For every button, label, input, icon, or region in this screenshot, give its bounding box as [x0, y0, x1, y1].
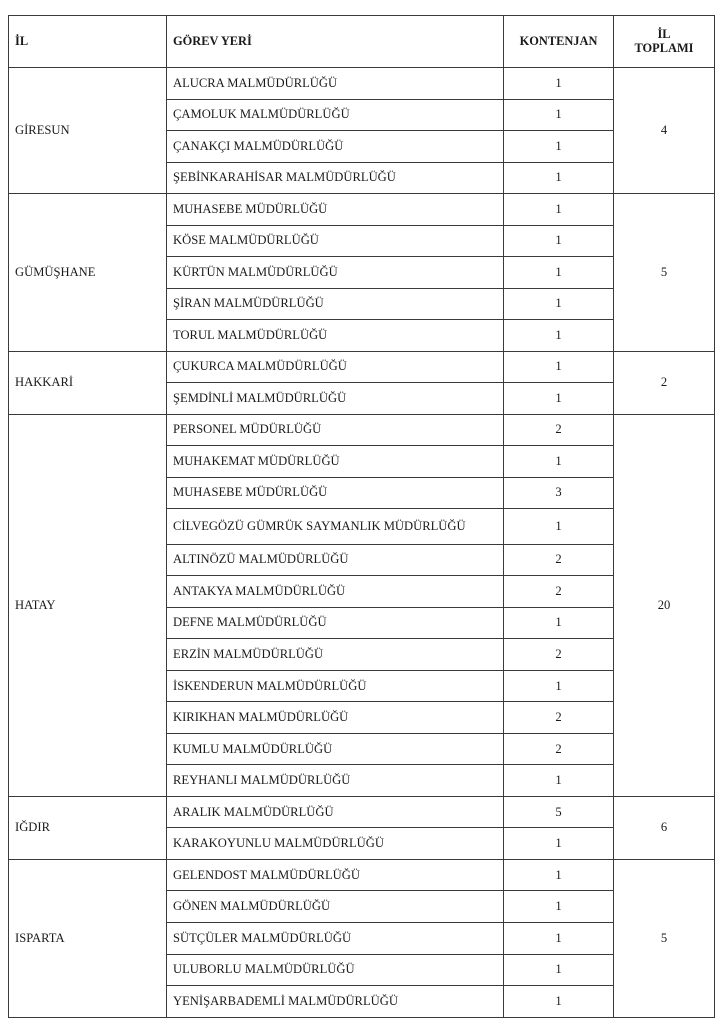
office-name: KARAKOYUNLU MALMÜDÜRLÜĞÜ [167, 828, 504, 860]
office-name: GÖNEN MALMÜDÜRLÜĞÜ [167, 891, 504, 923]
office-quota: 2 [504, 544, 614, 576]
office-name: İSKENDERUN MALMÜDÜRLÜĞÜ [167, 670, 504, 702]
office-quota: 1 [504, 446, 614, 478]
office-name: KUMLU MALMÜDÜRLÜĞÜ [167, 733, 504, 765]
office-name: SÜTÇÜLER MALMÜDÜRLÜĞÜ [167, 923, 504, 955]
office-quota: 2 [504, 576, 614, 608]
province-name: HATAY [9, 414, 167, 796]
office-name: MUHASEBE MÜDÜRLÜĞÜ [167, 194, 504, 226]
office-quota: 1 [504, 225, 614, 257]
office-quota: 1 [504, 986, 614, 1018]
quota-table [8, 15, 715, 1018]
province-name: GÜMÜŞHANE [9, 194, 167, 352]
office-quota: 1 [504, 131, 614, 163]
office-quota: 1 [504, 68, 614, 100]
province-name: HAKKARİ [9, 351, 167, 414]
office-name: TORUL MALMÜDÜRLÜĞÜ [167, 320, 504, 352]
province-name: GİRESUN [9, 68, 167, 194]
office-quota: 1 [504, 828, 614, 860]
province-total: 5 [614, 859, 715, 1017]
office-quota: 1 [504, 954, 614, 986]
office-name: ŞEBİNKARAHİSAR MALMÜDÜRLÜĞÜ [167, 162, 504, 194]
province-total: 2 [614, 351, 715, 414]
office-quota: 1 [504, 320, 614, 352]
office-name: REYHANLI MALMÜDÜRLÜĞÜ [167, 765, 504, 797]
office-quota: 1 [504, 257, 614, 289]
office-quota: 5 [504, 796, 614, 828]
office-name: PERSONEL MÜDÜRLÜĞÜ [167, 414, 504, 446]
office-name: ÇANAKÇI MALMÜDÜRLÜĞÜ [167, 131, 504, 163]
office-quota: 1 [504, 288, 614, 320]
office-quota: 1 [504, 509, 614, 545]
office-name: ŞİRAN MALMÜDÜRLÜĞÜ [167, 288, 504, 320]
province-total: 6 [614, 796, 715, 859]
province-name: IĞDIR [9, 796, 167, 859]
province-name: ISPARTA [9, 859, 167, 1017]
table-row [9, 859, 715, 891]
office-name: KÜRTÜN MALMÜDÜRLÜĞÜ [167, 257, 504, 289]
office-quota: 1 [504, 607, 614, 639]
office-name: YENİŞARBADEMLİ MALMÜDÜRLÜĞÜ [167, 986, 504, 1018]
header-il: İL [9, 16, 167, 68]
office-name: ANTAKYA MALMÜDÜRLÜĞÜ [167, 576, 504, 608]
office-name: CİLVEGÖZÜ GÜMRÜK SAYMANLIK MÜDÜRLÜĞÜ [167, 509, 504, 545]
office-name: ÇAMOLUK MALMÜDÜRLÜĞÜ [167, 99, 504, 131]
header-kontenjan: KONTENJAN [504, 16, 614, 68]
office-name: KÖSE MALMÜDÜRLÜĞÜ [167, 225, 504, 257]
office-quota: 2 [504, 702, 614, 734]
table-row [9, 796, 715, 828]
province-total: 4 [614, 68, 715, 194]
office-name: ÇUKURCA MALMÜDÜRLÜĞÜ [167, 351, 504, 383]
office-quota: 1 [504, 891, 614, 923]
office-name: ARALIK MALMÜDÜRLÜĞÜ [167, 796, 504, 828]
office-name: DEFNE MALMÜDÜRLÜĞÜ [167, 607, 504, 639]
office-quota: 1 [504, 670, 614, 702]
office-name: MUHAKEMAT MÜDÜRLÜĞÜ [167, 446, 504, 478]
office-name: ULUBORLU MALMÜDÜRLÜĞÜ [167, 954, 504, 986]
office-name: MUHASEBE MÜDÜRLÜĞÜ [167, 477, 504, 509]
office-name: ALTINÖZÜ MALMÜDÜRLÜĞÜ [167, 544, 504, 576]
office-name: ERZİN MALMÜDÜRLÜĞÜ [167, 639, 504, 671]
office-name: ŞEMDİNLİ MALMÜDÜRLÜĞÜ [167, 383, 504, 415]
province-total: 5 [614, 194, 715, 352]
office-quota: 1 [504, 923, 614, 955]
office-quota: 1 [504, 383, 614, 415]
header-il-toplami: İL TOPLAMI [614, 16, 715, 68]
table-row [9, 414, 715, 446]
office-name: GELENDOST MALMÜDÜRLÜĞÜ [167, 859, 504, 891]
office-quota: 1 [504, 765, 614, 797]
office-quota: 1 [504, 99, 614, 131]
office-quota: 1 [504, 351, 614, 383]
quota-table-body [9, 68, 715, 1018]
header-gorev-yeri: GÖREV YERİ [167, 16, 504, 68]
header-row [9, 16, 715, 68]
office-quota: 3 [504, 477, 614, 509]
office-quota: 2 [504, 733, 614, 765]
office-name: KIRIKHAN MALMÜDÜRLÜĞÜ [167, 702, 504, 734]
office-quota: 1 [504, 162, 614, 194]
table-row [9, 351, 715, 383]
office-quota: 2 [504, 414, 614, 446]
office-quota: 1 [504, 194, 614, 226]
office-name: ALUCRA MALMÜDÜRLÜĞÜ [167, 68, 504, 100]
office-quota: 1 [504, 859, 614, 891]
province-total: 20 [614, 414, 715, 796]
table-row [9, 194, 715, 226]
table-row [9, 68, 715, 100]
office-quota: 2 [504, 639, 614, 671]
